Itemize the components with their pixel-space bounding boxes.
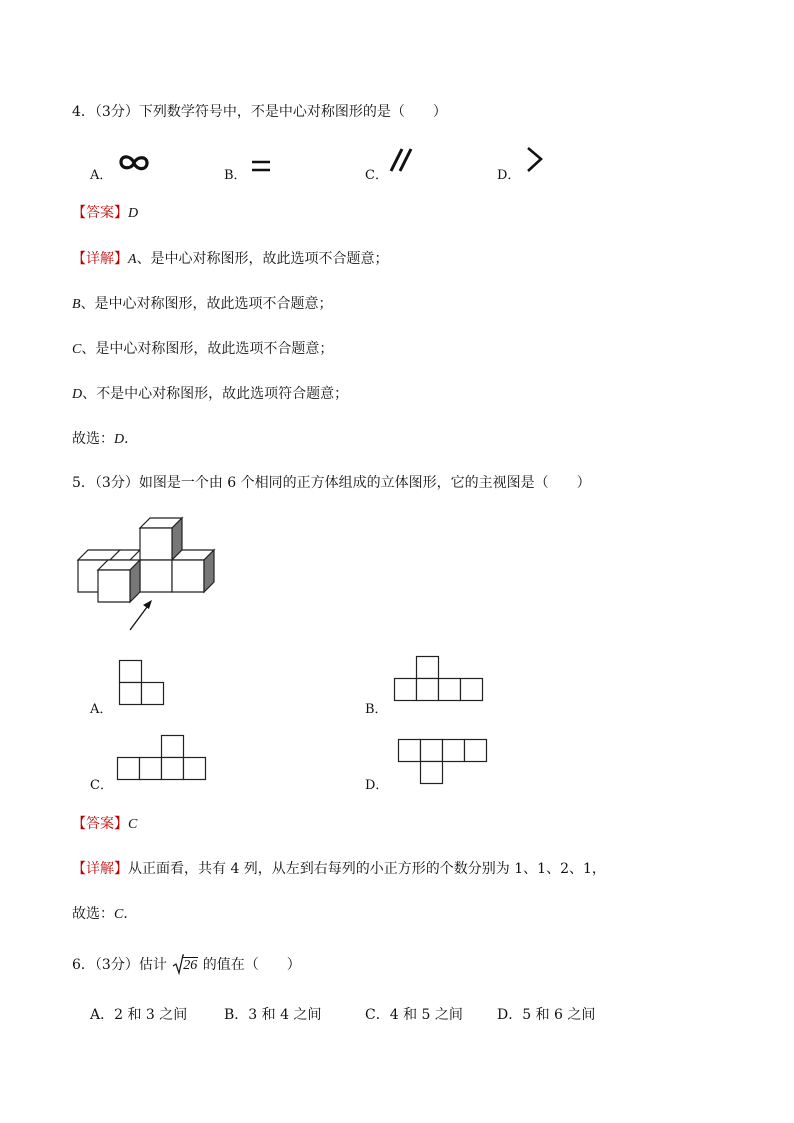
q4-choose [72,428,138,448]
q5-option-b-label: B． [365,702,388,717]
q4-detail-c [72,338,333,358]
greater-than-symbol-icon [525,146,545,174]
q6-option-c: C．4 和 5 之间 [365,1007,463,1023]
q4-answer-letter: D [128,206,139,221]
q4-option-b-label: B． [224,168,247,183]
detail-text: 、是中心对称图形，故此选项不合题意； [81,341,334,357]
q4-detail-b [72,293,333,313]
choose-prefix: 故选： [72,906,114,922]
radicand: 26 [183,958,198,973]
detail-letter: A [128,252,137,267]
q5-cube-figure [70,510,230,635]
detail-tag: 【详解】 [72,251,128,267]
answer-tag: 【答案】 [72,816,128,832]
radical-sign-icon [173,954,184,976]
q5-option-b-figure [394,656,484,702]
detail-letter: D [72,387,83,402]
q6-option-a: A．2 和 3 之间 [90,1007,188,1023]
s-curve-symbol-icon [117,153,151,173]
parallel-symbol-icon [388,146,416,174]
q5-option-a-figure [119,660,165,706]
choose-suffix: ． [124,431,139,447]
q5-option-c-label: C． [90,778,113,793]
q6-stem-suffix: 的值在（ ） [202,957,301,973]
q4-detail-a [72,248,389,268]
q4-stem: 4．（3分）下列数学符号中，不是中心对称图形的是（ ） [72,104,447,120]
detail-tag: 【详解】 [72,861,128,877]
detail-letter: B [72,297,81,312]
q5-option-d-label: D． [365,778,389,793]
q6-stem [72,954,301,974]
q4-option-d-label: D． [497,168,521,183]
choose-suffix: ． [123,906,138,922]
sqrt-expression [173,957,198,974]
detail-text: 、是中心对称图形，故此选项不合题意； [80,296,333,312]
detail-text: 、是中心对称图形，故此选项不合题意； [136,251,389,267]
q4-option-a-label: A． [90,168,113,183]
q6-option-d: D．5 和 6 之间 [497,1007,596,1023]
answer-tag: 【答案】 [72,205,128,221]
equals-symbol-icon [251,160,271,172]
q5-choose [72,903,137,923]
detail-text: 、不是中心对称图形，故此选项符合题意； [82,386,349,402]
choose-prefix: 故选： [72,431,114,447]
q4-answer [72,202,138,222]
q5-detail [72,858,606,878]
detail-letter: C [72,342,82,357]
choose-letter: C [114,907,124,922]
q4-detail-d [72,383,348,403]
q5-answer-letter: C [128,817,138,832]
q4-option-c-label: C． [365,168,388,183]
q6-option-b: B．3 和 4 之间 [224,1007,322,1023]
detail-text: 从正面看，共有 4 列，从左到右每列的小正方形的个数分别为 1、1、2、1， [128,861,606,877]
q5-option-a-label: A． [90,702,113,717]
choose-letter: D [114,432,125,447]
q5-option-d-figure [398,739,488,785]
q5-answer [72,813,137,833]
q5-stem: 5．（3分）如图是一个由 6 个相同的正方体组成的立体图形，它的主视图是（ ） [72,475,591,491]
q6-stem-prefix: 6．（3分）估计 [72,957,167,973]
q5-option-c-figure [117,735,207,781]
